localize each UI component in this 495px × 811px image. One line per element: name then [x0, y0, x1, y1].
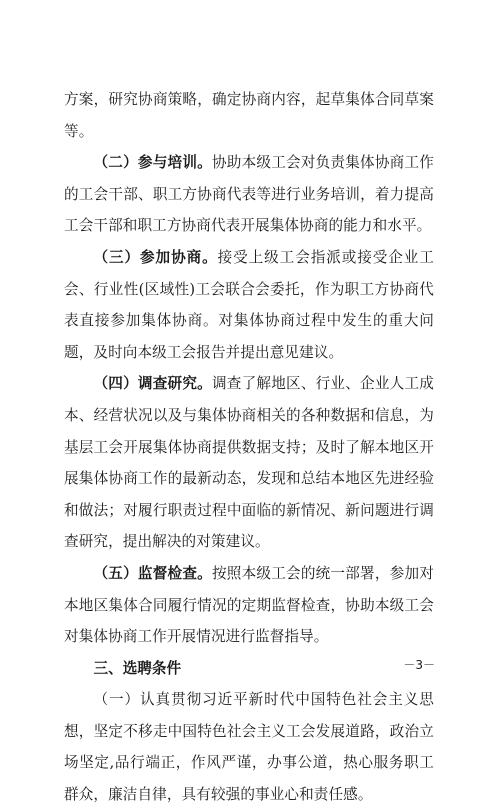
paragraph-condition-1: （一）认真贯彻习近平新时代中国特色社会主义思想，坚定不移走中国特色社会主义工会发展道路，政治立场坚定,品行端正，作风严谨，办事公道，热心服务职工群众，廉洁自律，具有较强的事业心和责任感。 [64, 691, 434, 804]
paragraph-text: 接受上级工会指派或接受企业工会、行业性(区域性)工会联合会委托，作为职工方协商代表直接参加集体协商。对集体协商过程中发生的重大问题，及时向本级工会报告并提出意见建议。 [64, 248, 434, 361]
paragraph-lead: （二）参与培训。 [93, 154, 212, 172]
page-number: －3－ [403, 658, 435, 672]
paragraph-participate-training [64, 147, 434, 242]
paragraph-supervision [64, 558, 434, 653]
paragraph-investigation [64, 368, 434, 558]
document-body [64, 84, 434, 811]
paragraph-lead: （三）参加协商。 [93, 248, 218, 266]
paragraph-text: 方案，研究协商策略，确定协商内容，起草集体合同草案等。 [64, 91, 434, 140]
paragraph-text: 按照本级工会的统一部署，参加对本地区集体合同履行情况的定期监督检查，协助本级工会对集体协商工作开展情况进行监督指导。 [64, 564, 434, 646]
section-heading: 三、选聘条件 [93, 659, 182, 677]
paragraph-lead: （五）监督检查。 [93, 564, 212, 582]
paragraph-join-negotiation [64, 242, 434, 368]
paragraph-text: 协助本级工会对负责集体协商工作的工会干部、职工方协商代表等进行业务培训，着力提高工会干部和职工方协商代表开展集体协商的能力和水平。 [64, 154, 434, 235]
paragraph-lead: （四）调查研究。 [93, 375, 212, 393]
paragraph-text: 调查了解地区、行业、企业人工成本、经营状况以及与集体协商相关的各种数据和信息，为基层工会开展集体协商提供数据支持；及时了解本地区开展集体协商工作的最新动态，发现和总结本地区先进经验和做法；对履行职责过程中面临的新情况、新问题进行调查研究，提出解决的对策建议。 [64, 375, 434, 551]
paragraph-continuation [64, 84, 434, 147]
